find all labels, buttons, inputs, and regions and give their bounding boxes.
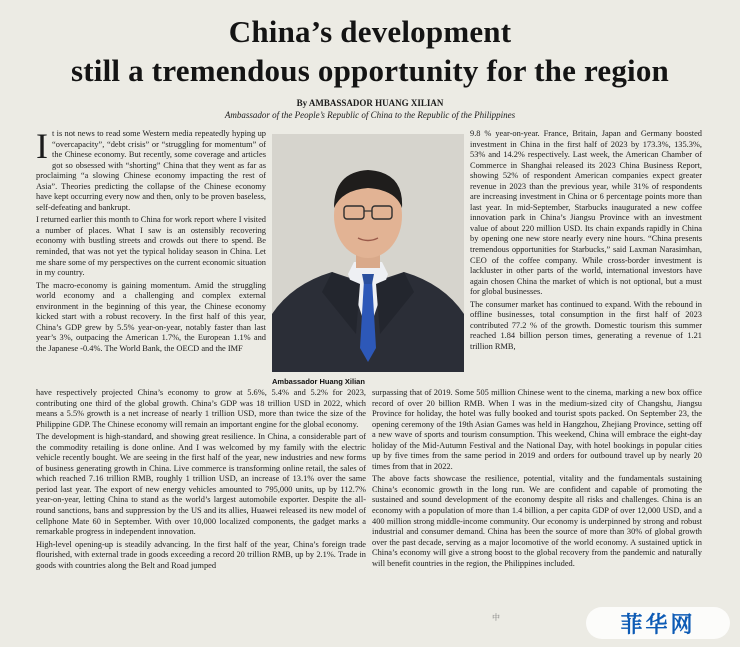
portrait-illustration xyxy=(272,134,464,372)
lower-left-paragraph-3: High-level opening-up is steadily advancing. In the first half of the year, China’s foreign trade flourished, with external trade in goods exceeding a record 20 trillion RMB, up by 2.1%. Trade in goods with countries along the Belt and Road jumped xyxy=(36,539,366,570)
watermark-logo: 菲华网 xyxy=(586,607,730,639)
left-paragraph-2: I returned earlier this month to China for work report where I visited a number of places. What I saw is an ostensibly recovering economy with bustling streets and crowds out there to spend. Be reminded, that was not yet the typical holiday season in China. Let me share some of my perspectives on the current economic situation in my country. xyxy=(36,215,266,278)
lower-right-paragraph-2: The above facts showcase the resilience, potential, vitality and the fundamentals sustaining China’s economic growth in the long run. We are confident and capable of promoting the sustained and sound development of the economy despite all risks and challenges. China is an economy with a population of more than 1.4 billion, a per capita GDP of over 12,000 USD, and a 400 million strong middle-income community. Our economy is underpinned by strong and robust industrial and consumer demand. China has been the source of more than 30% of global growth over the past decade, serving as a major locomotive of the world economy. A sustained uptick in China’s economy will give a strong boost to the global recovery from the pandemic and naturally will benefit countries in the region, the Philippines included. xyxy=(372,474,702,568)
left-paragraph-1: It is not news to read some Western media repeatedly hyping up “overcapacity”, “debt crisis” or “struggling for momentum” of the Chinese economy. But recently, some coverage and articles got so obsessed with “shorting” China that they went as far as proclaiming “a slowing Chinese economy impacting the rest of Asia”. Theories predicting the collapse of the Chinese economy have kept occurring every now and then, only to be proven baseless, self-defeating and bankrupt. xyxy=(36,126,266,212)
watermark-small: 中 xyxy=(492,613,500,622)
left-paragraph-3: The macro-economy is gaining momentum. Amid the struggling world economy and a challenging and complex external environment in the beginning of this year, the Chinese economy kicked start with a robust recovery. In the first half of this year, China’s GDP grew by 5.5% year-on-year, notably faster than last year’s 3%, outpacing the American 1.7%, the European 1.1% and the Japanese -0.4%. The World Bank, the OECD and the IMF xyxy=(36,280,266,353)
lower-right-column xyxy=(372,388,702,571)
headline-line-2: still a tremendous opportunity for the region xyxy=(70,53,669,88)
lower-left-paragraph-2: The development is high-standard, and showing great resilience. In China, a considerable part of the commodity retailing is done online. And I was welcomed by my family with the electric vehicle recently bought. We are seeing in the first half of the year, new industries and new forms of business generating growth in China. Live commerce is transforming online retail, the sales of which reached 7.16 trillion RMB, roughly 1 trillion USD, an increase of 13.1% over the same period last year. The export of new energy vehicles amounted to 795,000 units, up by 112.7% year-on-year, letting China to stand as the world’s largest automobile exporter. Despite the all-round sanctions, bans and suppression by the US and its allies, Huawei released its new model of cellphone Mate 60 in September. With over 10,000 localized components, the gadget marks a remarkable progress in independent innovation. xyxy=(36,432,366,537)
drop-cap: I xyxy=(36,126,48,166)
lower-right-paragraph-1: surpassing that of 2019. Some 505 million Chinese went to the cinema, marking a new box office record of over 20 billion RMB. When I was in the medium-sized city of Changshu, Jiangsu Province for holiday, the hotel was fully booked and tourist spots packed. On September 23, the opening ceremony of the 19th Asian Games was held in Hangzhou, Zhejiang Province, setting off a new wave of sports and tourism consumption. This weekend, China will embrace the eight-day holiday of the Mid-Autumn Festival and the National Day, with hotel bookings in popular cities up by five times from the same period in 2019 and orders for outbound travel up by nearly 20 times from that in 2022. xyxy=(372,388,702,471)
byline: By AMBASSADOR HUANG XILIAN xyxy=(296,98,444,108)
right-paragraph-2: The consumer market has continued to expand. With the rebound in offline businesses, total consumption in the first half of 2023 contributed 77.2 % of the growth. Domestic tourism this summer reached 1.84 billion person times, generating a revenue of 1.21 trillion RMB, xyxy=(470,299,702,351)
author-title: Ambassador of the People’s Republic of China to the Republic of the Philippines xyxy=(224,110,516,120)
right-paragraph-1: 9.8 % year-on-year. France, Britain, Japan and Germany boosted investment in China in the first half of 2023 by 173.3%, 135.3%, 53% and 14.2% respectively. Last week, the American Chamber of Commerce in Shanghai released its 2023 China Business Report, showing 52% of respondent American companies expect greater revenue in 2023 than the previous year, while 31% of respondents are increasing investment in China or 6 percentage points more than last year. In mid-September, Starbucks inaugurated a new coffee innovation park in China’s Jiangsu Province with an investment value of about 220 million USD. Its chain expands rapidly in China by opening one new store nearly every nine hours. “China presents tremendous opportunities for Starbucks,” said Laxman Narasimhan, CEO of the coffee company. While cross-border investment is lackluster in other parts of the world, international investors have again chosen China the market of which is not optional, but a must for global businesses. xyxy=(470,129,702,297)
lower-left-column xyxy=(36,388,366,573)
ambassador-photo xyxy=(272,134,464,372)
lower-left-paragraph-1: have respectively projected China’s economy to grow at 5.6%, 5.4% and 5.2% for 2023, contributing one third of the global growth. China’s GDP was 18 trillion USD in 2022, which means a 5.5% growth is a net increase of nearly 1 trillion USD, more than twice the size of the Philippine GDP. The Chinese economy will remain an important engine for the global economy. xyxy=(36,388,366,429)
photo-caption: Ambassador Huang Xilian xyxy=(272,377,365,386)
right-column xyxy=(470,129,702,354)
left-column xyxy=(36,126,266,356)
headline-line-1: China’s development xyxy=(228,14,512,49)
